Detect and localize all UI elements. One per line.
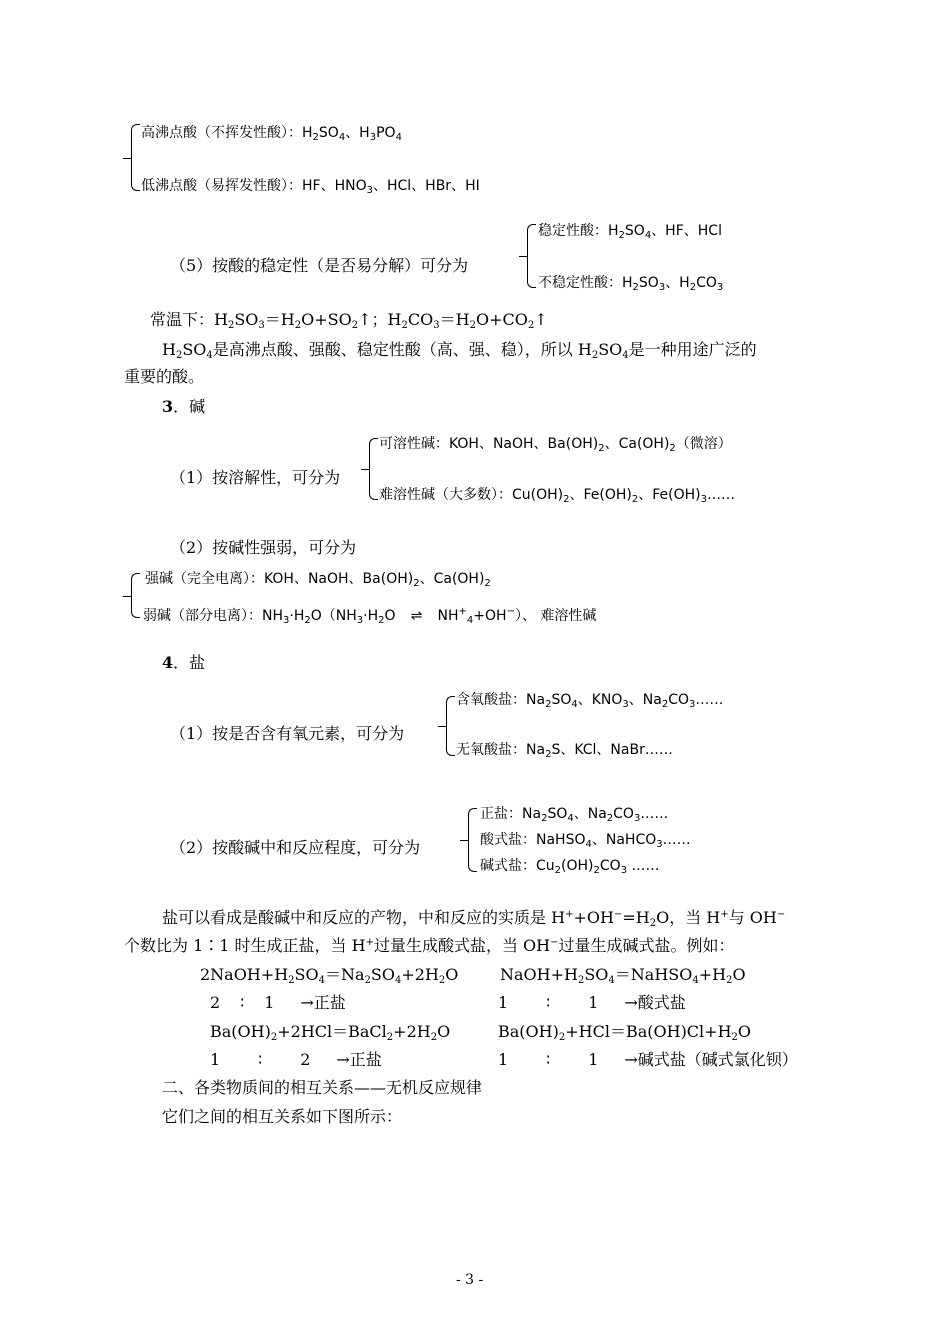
page-number: - 3 - [456, 1272, 484, 1288]
acid-salts: 酸式盐：NaHSO$_4$、NaHCO$_3$…… [480, 832, 691, 850]
section-2-intro: 它们之间的相互关系如下图所示： [162, 1107, 403, 1126]
salt-heading: 4．盐 [162, 653, 206, 672]
equation-3: $Ba(OH)_2+2HCl=BaCl_2+2H_2O$ [210, 1022, 451, 1043]
section-2-title: 二、各类物质间的相互关系——无机反应规律 [162, 1078, 483, 1097]
ratio-1: 2 ∶ 1 →正盐 [210, 993, 346, 1012]
base-solubility-title: （1）按溶解性，可分为 [170, 468, 341, 487]
base-heading: 3．碱 [162, 397, 206, 416]
normal-salts: 正盐：$Na_2SO_4$、$Na_2CO_3\dots\dots$ [480, 806, 669, 824]
high-boiling-acids: 高沸点酸（不挥发性酸）：$H_2SO_4$、$H_3PO_4$ [141, 125, 402, 143]
ratio-2: 1 ∶ 1 →酸式盐 [498, 993, 686, 1012]
brace-stability [527, 224, 536, 288]
brace-oxygen [446, 696, 455, 756]
brace-strength [131, 573, 140, 618]
low-boiling-acids: 低沸点酸（易挥发性酸）：HF、$HNO_3$、HCl、HBr、HI [141, 178, 480, 196]
decomposition-line: 常温下：$H_2SO_3=H_2O+SO_2↑$；$H_2CO_3=H_2O+CO_2↑$ [150, 310, 548, 331]
weak-bases: 弱碱（部分电离）：$NH_3\cdot H_2O(NH_3\cdot H_2O$ ⇌ $NH^+_4+OH^-$）、 难溶性碱 [143, 606, 597, 626]
equation-4: $Ba(OH)_2+HCl=Ba(OH)Cl+H_2O$ [498, 1022, 752, 1043]
salt-oxygen-title: （1）按是否含有氧元素，可分为 [170, 724, 405, 743]
strong-bases: 强碱（完全电离）：KOH、NaOH、$Ba(OH)_2$、$Ca(OH)_2$ [145, 571, 491, 589]
brace-volatility [131, 124, 140, 191]
base-strength-title: （2）按碱性强弱，可分为 [170, 538, 357, 557]
neutralization-paragraph-2: 个数比为 1∶1 时生成正盐，当 H+过量生成酸式盐，当 OH−过量生成碱式盐。例如： [124, 936, 735, 955]
equation-1: $2NaOH+H_2SO_4=Na_2SO_4+2H_2O$ [200, 965, 459, 986]
ratio-3: 1 ∶ 2 →正盐 [210, 1050, 382, 1069]
brace-solubility [369, 438, 378, 500]
ratio-4: 1 ∶ 1 →碱式盐（碱式氯化钡） [498, 1050, 798, 1069]
h2so4-description: $H_2SO_4$是高沸点酸、强酸、稳定性酸（高、强、稳），所以 $H_2SO_4$是一种用途广泛的 [162, 340, 757, 361]
basic-salts: 碱式盐：$Cu_2(OH)_2CO_3$ …… [480, 858, 660, 876]
nonoxy-salts: 无氧酸盐：$Na_2S$、KCl、NaBr…… [456, 742, 673, 760]
salt-neutral-title: （2）按酸碱中和反应程度，可分为 [170, 838, 421, 857]
h2so4-description-end: 重要的酸。 [124, 367, 205, 386]
insoluble-bases: 难溶性碱（大多数）：$Cu(OH)_2$、$Fe(OH)_2$、$Fe(OH)_3\dots\dots$ [379, 487, 735, 505]
unstable-acids: 不稳定性酸：$H_2SO_3$、$H_2CO_3$ [538, 275, 724, 293]
soluble-bases: 可溶性碱：KOH、NaOH、$Ba(OH)_2$、$Ca(OH)_2$（微溶） [379, 436, 732, 454]
oxy-salts: 含氧酸盐：$Na_2SO_4$、$KNO_3$、$Na_2CO_3\dots\dots$ [456, 692, 724, 710]
brace-neutral [468, 808, 477, 872]
neutralization-paragraph-1: 盐可以看成是酸碱中和反应的产物，中和反应的实质是 $H^++OH^-=H_2O$，当 H+与 OH− [162, 908, 786, 929]
stable-acids: 稳定性酸：$H_2SO_4$、HF、HCl [538, 223, 722, 241]
stability-title: （5）按酸的稳定性（是否易分解）可分为 [170, 256, 469, 275]
equation-2: $NaOH+H_2SO_4=NaHSO_4+H_2O$ [500, 965, 746, 986]
